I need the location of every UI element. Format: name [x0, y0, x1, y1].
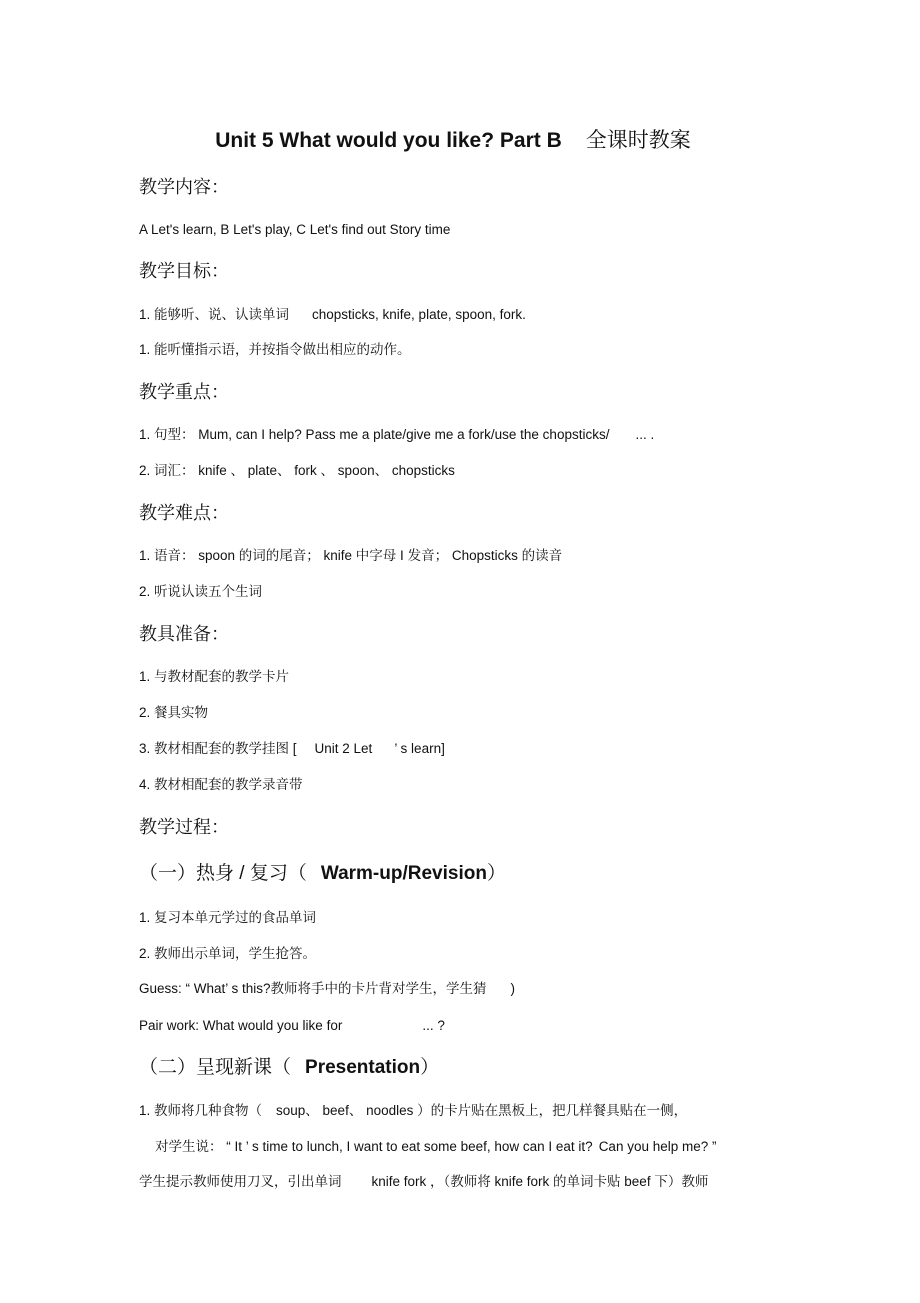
key-point-1-text: 1. 句型： Mum, can I help? Pass me a plate/give me a fork/use the chopsticks/ [139, 427, 610, 442]
presentation-item-2-question: Can you help me? ” [598, 1139, 717, 1154]
tool-item-1: 1. 与教材配套的教学卡片 [139, 669, 290, 684]
warmup-heading-end: ） [486, 863, 506, 884]
guess-line-cn: 教师将手中的卡片背对学生，学生猜 [270, 981, 487, 996]
difficulties-heading: 教学难点： [139, 503, 229, 523]
goal-item-1-cn: 1. 能够听、说、认读单词 [139, 307, 290, 322]
warmup-heading-en: Warm-up/Revision [320, 863, 487, 884]
tool-item-4: 4. 教材相配套的教学录音带 [139, 777, 303, 792]
presentation-item-1 [139, 1102, 687, 1120]
pair-work-ellipsis: ... ? [422, 1018, 445, 1033]
content-text: A Let's learn, B Let's play, C Let's find out Story time [139, 222, 451, 237]
warmup-item-1: 1. 复习本单元学过的食品单词 [139, 910, 317, 925]
key-point-1 [139, 426, 654, 444]
presentation-heading-end: ） [420, 1057, 440, 1078]
pair-work-line [139, 1017, 445, 1035]
tool-item-3-cn: 3. 教材相配套的教学挂图 [ [139, 741, 297, 756]
key-point-2: 2. 词汇： knife 、 plate、 fork 、 spoon、 chopsticks [139, 463, 455, 478]
tool-item-3-unit: Unit 2 Let [314, 741, 373, 756]
warmup-heading-cn: （一）热身 / 复习（ [139, 863, 307, 884]
presentation-item-1-rest: soup、 beef、 noodles ）的卡片贴在黑板上，把几样餐具贴在一侧， [276, 1103, 688, 1118]
presentation-item-2-text: 对学生说： “ It ’ s time to lunch, I want to eat some beef, how can I eat it? [155, 1139, 593, 1154]
warmup-heading [139, 861, 506, 887]
goal-item-1 [139, 306, 526, 324]
title-chinese: 全课时教案 [585, 129, 691, 152]
presentation-item-3-rest: knife fork ，（教师将 knife fork 的单词卡贴 beef 下）教师 [371, 1174, 709, 1189]
tools-heading: 教具准备： [139, 624, 229, 644]
presentation-item-3-cn: 学生提示教师使用刀叉，引出单词 [139, 1174, 342, 1189]
goal-item-1-en: chopsticks, knife, plate, spoon, fork. [312, 307, 526, 322]
goal-item-2: 1. 能听懂指示语，并按指令做出相应的动作。 [139, 342, 411, 357]
tool-item-3-bracket: ] [441, 741, 445, 756]
guess-line [139, 980, 515, 998]
key-points-heading: 教学重点： [139, 382, 229, 402]
presentation-heading [139, 1055, 439, 1081]
guess-line-en: Guess: “ What’ s this? [139, 981, 271, 996]
presentation-item-3 [139, 1173, 708, 1191]
key-point-1-ellipsis: ... . [635, 427, 655, 442]
title-english: Unit 5 What would you like? Part B [215, 129, 562, 152]
content-heading: 教学内容： [139, 177, 229, 197]
page-title [0, 124, 906, 154]
difficulty-2: 2. 听说认读五个生词 [139, 584, 263, 599]
tool-item-3 [139, 740, 445, 758]
warmup-item-2: 2. 教师出示单词，学生抢答。 [139, 946, 317, 961]
presentation-heading-en: Presentation [305, 1057, 421, 1078]
pair-work-text: Pair work: What would you like for [139, 1018, 343, 1033]
process-heading: 教学过程： [139, 817, 229, 837]
tool-item-2: 2. 餐具实物 [139, 705, 209, 720]
guess-line-end: ) [510, 981, 516, 996]
presentation-item-2 [155, 1138, 717, 1156]
presentation-heading-cn: （二）呈现新课（ [139, 1057, 292, 1078]
tool-item-3-learn: ’ s learn [394, 741, 442, 756]
goals-heading: 教学目标： [139, 261, 229, 281]
difficulty-1: 1. 语音： spoon 的词的尾音； knife 中字母 I 发音； Chopsticks 的读音 [139, 548, 563, 563]
presentation-item-1-cn: 1. 教师将几种食物（ [139, 1103, 263, 1118]
